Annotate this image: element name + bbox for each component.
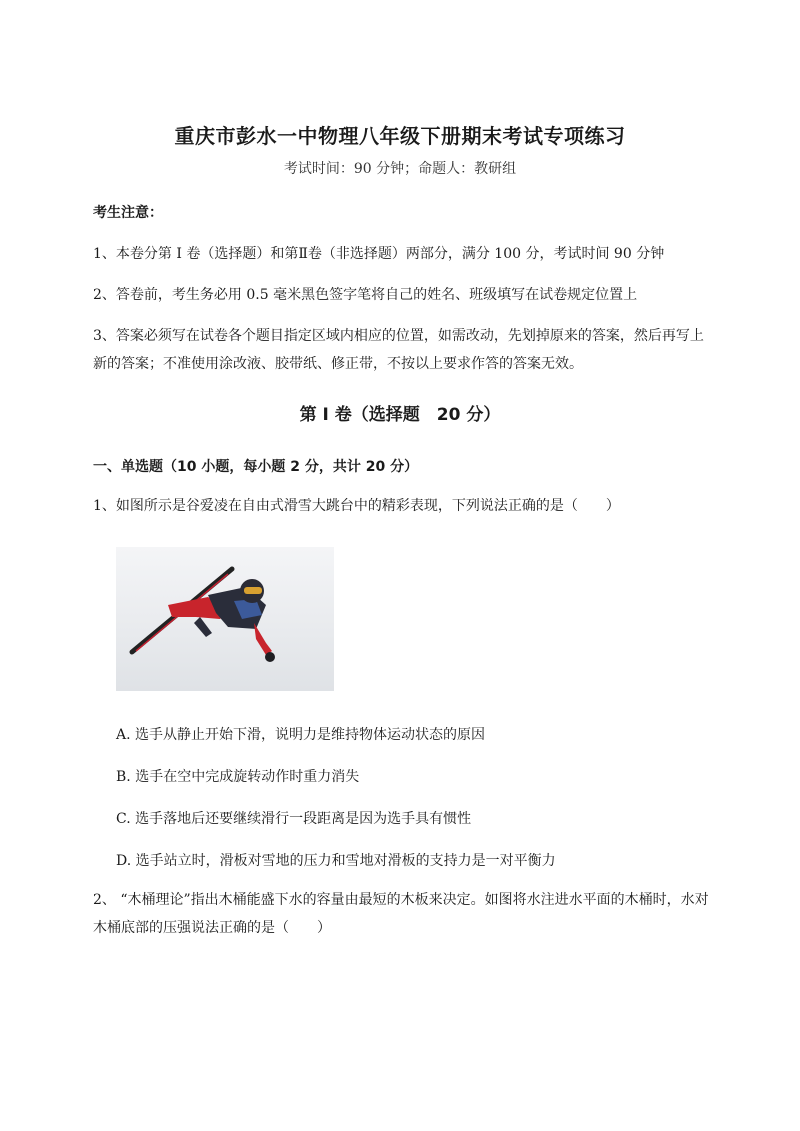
skier-photo (116, 547, 334, 691)
notice-item: 2、答卷前，考生务必用 0.5 毫米黑色签字笔将自己的姓名、班级填写在试卷规定位置上 (93, 287, 638, 303)
notice-heading: 考生注意： (93, 205, 163, 221)
page-title: 重庆市彭水一中物理八年级下册期末考试专项练习 (174, 124, 626, 148)
question-stem-2: 2、 “木桶理论”指出木桶能盛下水的容量由最短的木板来决定。如图将水注进水平面的木桶时，水对木桶底部的压强说法正确的是（ ） (93, 892, 709, 936)
option-c: C. 选手落地后还要继续滑行一段距离是因为选手具有惯性 (116, 811, 472, 827)
option-a: A. 选手从静止开始下滑，说明力是维持物体运动状态的原因 (116, 727, 486, 743)
notice-item: 3、答案必须写在试卷各个题目指定区域内相应的位置，如需改动，先划掉原来的答案，然后再写上新的答案；不准使用涂改液、胶带纸、修正带，不按以上要求作答的答案无效。 (93, 328, 704, 372)
question-stem-1: 1、如图所示是谷爱凌在自由式滑雪大跳台中的精彩表现，下列说法正确的是（ ） (93, 498, 620, 514)
skier-illustration (116, 547, 334, 691)
option-d: D. 选手站立时，滑板对雪地的压力和雪地对滑板的支持力是一对平衡力 (116, 853, 556, 869)
section-title: 第 I 卷（选择题 20 分） (299, 405, 501, 425)
exam-info: 考试时间：90 分钟；命题人：教研组 (283, 161, 517, 177)
option-b: B. 选手在空中完成旋转动作时重力消失 (116, 769, 360, 785)
notice-item: 1、本卷分第 I 卷（选择题）和第Ⅱ卷（非选择题）两部分，满分 100 分，考试时间 90 分钟 (93, 246, 665, 262)
question-group-heading: 一、单选题（10 小题，每小题 2 分，共计 20 分） (93, 459, 419, 475)
